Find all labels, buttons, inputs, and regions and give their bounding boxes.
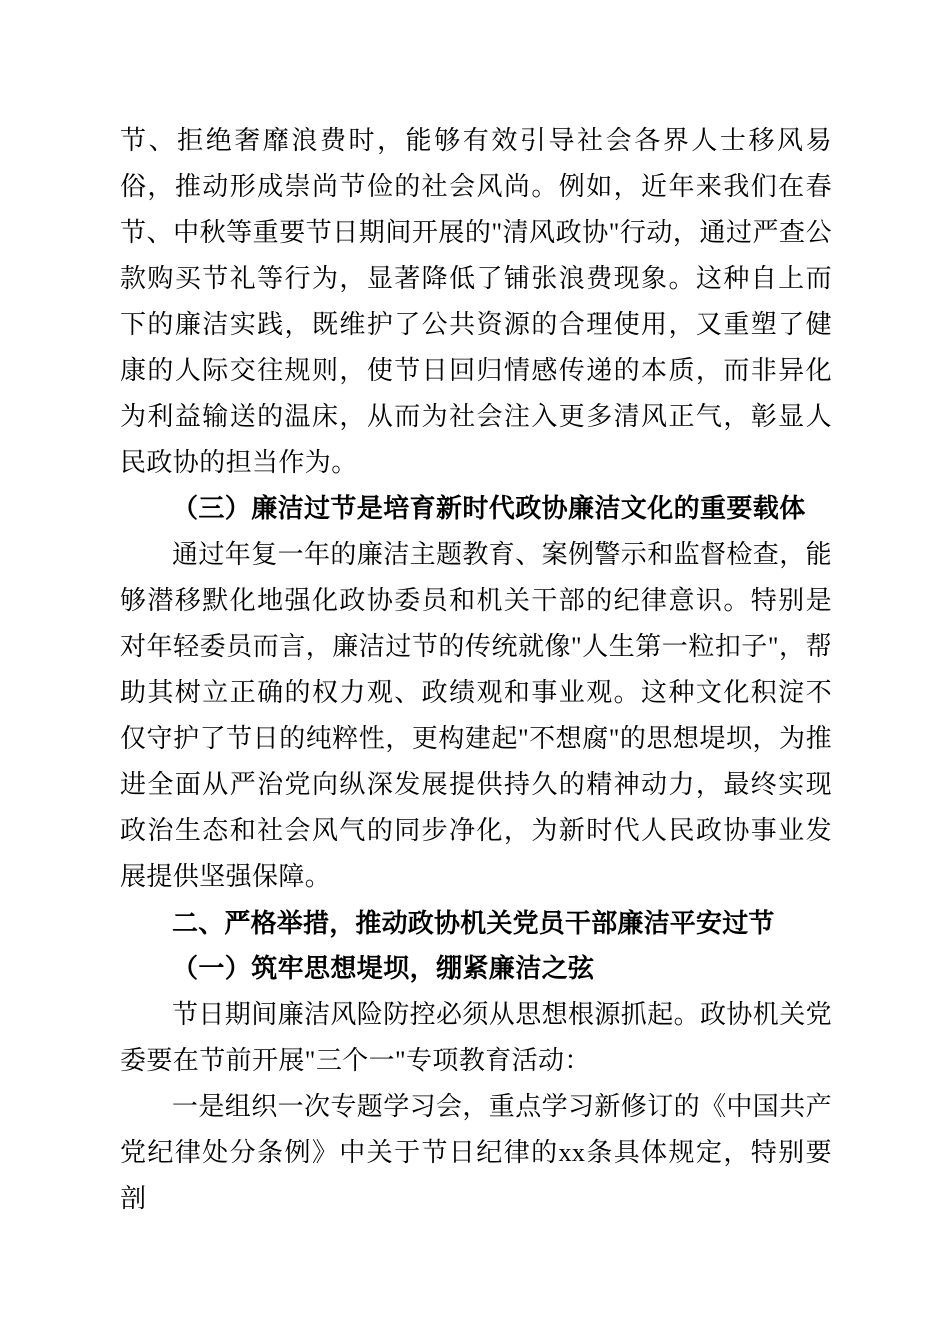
paragraph-continuation: 节、拒绝奢靡浪费时，能够有效引导社会各界人士移风易俗，推动形成崇尚节俭的社会风尚。例如，近年来我们在春节、中秋等重要节日期间开展的"清风政协"行动，通过严查公款购买节礼等行为，显著降低了铺张浪费现象。这种自上而下的廉洁实践，既维护了公共资源的合理使用，又重塑了健康的人际交往规则，使节日回归情感传递的本质，而非异化为利益输送的温床，从而为社会注入更多清风正气，彰显人民政协的担当作为。: [120, 126, 832, 477]
paragraph-education-activities: 节日期间廉洁风险防控必须从思想根源抓起。政协机关党委要在节前开展"三个一"专项教育活动：: [120, 1000, 833, 1075]
paragraph-culture-carrier: 通过年复一年的廉洁主题教育、案例警示和监督检查，能够潜移默化地强化政协委员和机关干部的纪律意识。特别是对年轻委员而言，廉洁过节的传统就像"人生第一粒扣子"，帮助其树立正确的权力观、政绩观和事业观。这种文化积淀不仅守护了节日的纯粹性，更构建起"不想腐"的思想堤坝，为推进全面从严治党向纵深发展提供持久的精神动力，最终实现政治生态和社会风气的同步净化，为新时代人民政协事业发展提供坚强保障。: [120, 540, 833, 891]
paragraph-study-session: 一是组织一次专题学习会，重点学习新修订的《中国共产党纪律处分条例》中关于节日纪律的xx条具体规定，特别要剖: [120, 1092, 833, 1213]
heading-section-three: （三）廉洁过节是培育新时代政协廉洁文化的重要载体: [172, 494, 806, 523]
heading-part-two: 二、严格举措，推动政协机关党员干部廉洁平安过节: [172, 908, 775, 938]
heading-section-one: （一）筑牢思想堤坝，绷紧廉洁之弦: [172, 954, 595, 983]
